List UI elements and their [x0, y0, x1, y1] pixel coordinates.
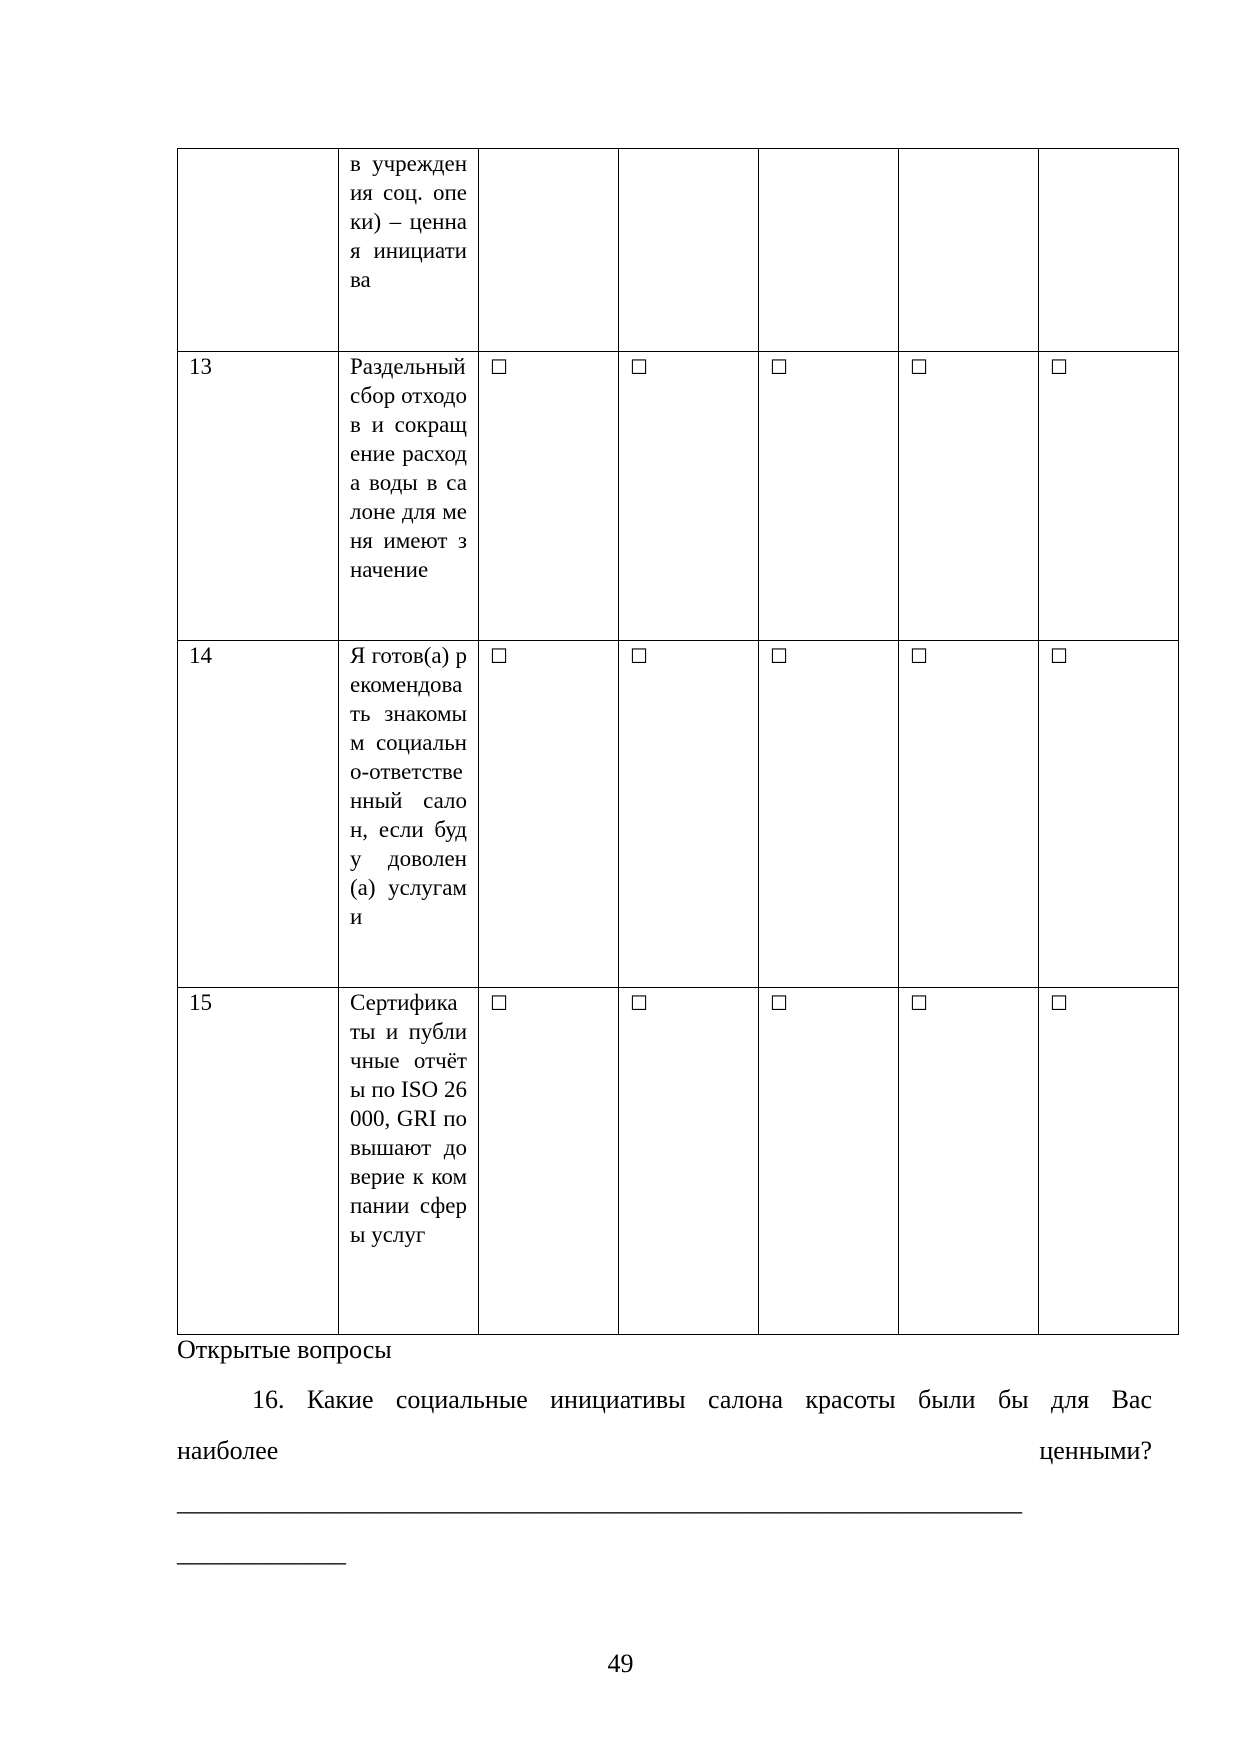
checkbox-icon[interactable]: ☐ [630, 644, 648, 668]
rating-cell [759, 641, 899, 988]
statement-text: Раздельный сбор отходов и сокращение расхода воды в салоне для меня имеют значение [339, 352, 479, 641]
rating-cell [899, 641, 1039, 988]
rating-cell [759, 352, 899, 641]
answer-blank-line[interactable]: _____________ [177, 1538, 346, 1567]
checkbox-icon[interactable]: ☐ [1050, 355, 1068, 379]
checkbox-icon[interactable]: ☐ [770, 644, 788, 668]
table-row [178, 641, 1179, 988]
rating-cell [619, 641, 759, 988]
question-16-word-left: наиболее [177, 1436, 279, 1465]
checkbox-icon[interactable]: ☐ [1050, 644, 1068, 668]
rating-cell [1039, 352, 1179, 641]
rating-cell [479, 641, 619, 988]
checkbox-icon[interactable]: ☐ [910, 644, 928, 668]
page-number: 49 [607, 1649, 634, 1678]
rating-cell [759, 988, 899, 1335]
checkbox-icon[interactable]: ☐ [630, 991, 648, 1015]
rating-cell [619, 352, 759, 641]
question-16-continuation [177, 1435, 1152, 1467]
rating-cell [899, 988, 1039, 1335]
statement-text: Я готов(а) рекомендовать знакомым социально-ответственный салон, если буду доволен(а) услугами [339, 641, 479, 988]
table-row [178, 988, 1179, 1335]
rating-cell [479, 352, 619, 641]
checkbox-icon[interactable]: ☐ [770, 355, 788, 379]
row-number [178, 149, 339, 352]
rating-cell [619, 988, 759, 1335]
checkbox-icon[interactable]: ☐ [630, 355, 648, 379]
open-questions-heading: Открытые вопросы [177, 1335, 392, 1364]
row-number: 14 [178, 641, 339, 988]
rating-cell [479, 149, 619, 352]
row-number: 13 [178, 352, 339, 641]
question-16-text: 16. Какие социальные инициативы салона красоты были бы для Вас [252, 1385, 1152, 1414]
statement-text: Сертификаты и публичные отчёты по ISO 26000, GRI повышают доверие к компании сферы услуг [339, 988, 479, 1335]
table-row [178, 352, 1179, 641]
rating-cell [899, 352, 1039, 641]
rating-cell [619, 149, 759, 352]
table-row [178, 149, 1179, 352]
checkbox-icon[interactable]: ☐ [490, 355, 508, 379]
statement-text: в учреждения соц. опеки) – ценная инициатива [339, 149, 479, 352]
row-number: 15 [178, 988, 339, 1335]
checkbox-icon[interactable]: ☐ [1050, 991, 1068, 1015]
checkbox-icon[interactable]: ☐ [910, 355, 928, 379]
survey-table [177, 148, 1179, 1335]
rating-cell [479, 988, 619, 1335]
rating-cell [1039, 641, 1179, 988]
checkbox-icon[interactable]: ☐ [490, 991, 508, 1015]
rating-cell [1039, 149, 1179, 352]
rating-cell [759, 149, 899, 352]
answer-blank-line[interactable]: _________________________________________________________________ [177, 1487, 1022, 1516]
checkbox-icon[interactable]: ☐ [490, 644, 508, 668]
rating-cell [899, 149, 1039, 352]
checkbox-icon[interactable]: ☐ [770, 991, 788, 1015]
rating-cell [1039, 988, 1179, 1335]
checkbox-icon[interactable]: ☐ [910, 991, 928, 1015]
question-16-word-right: ценными? [1039, 1436, 1152, 1465]
